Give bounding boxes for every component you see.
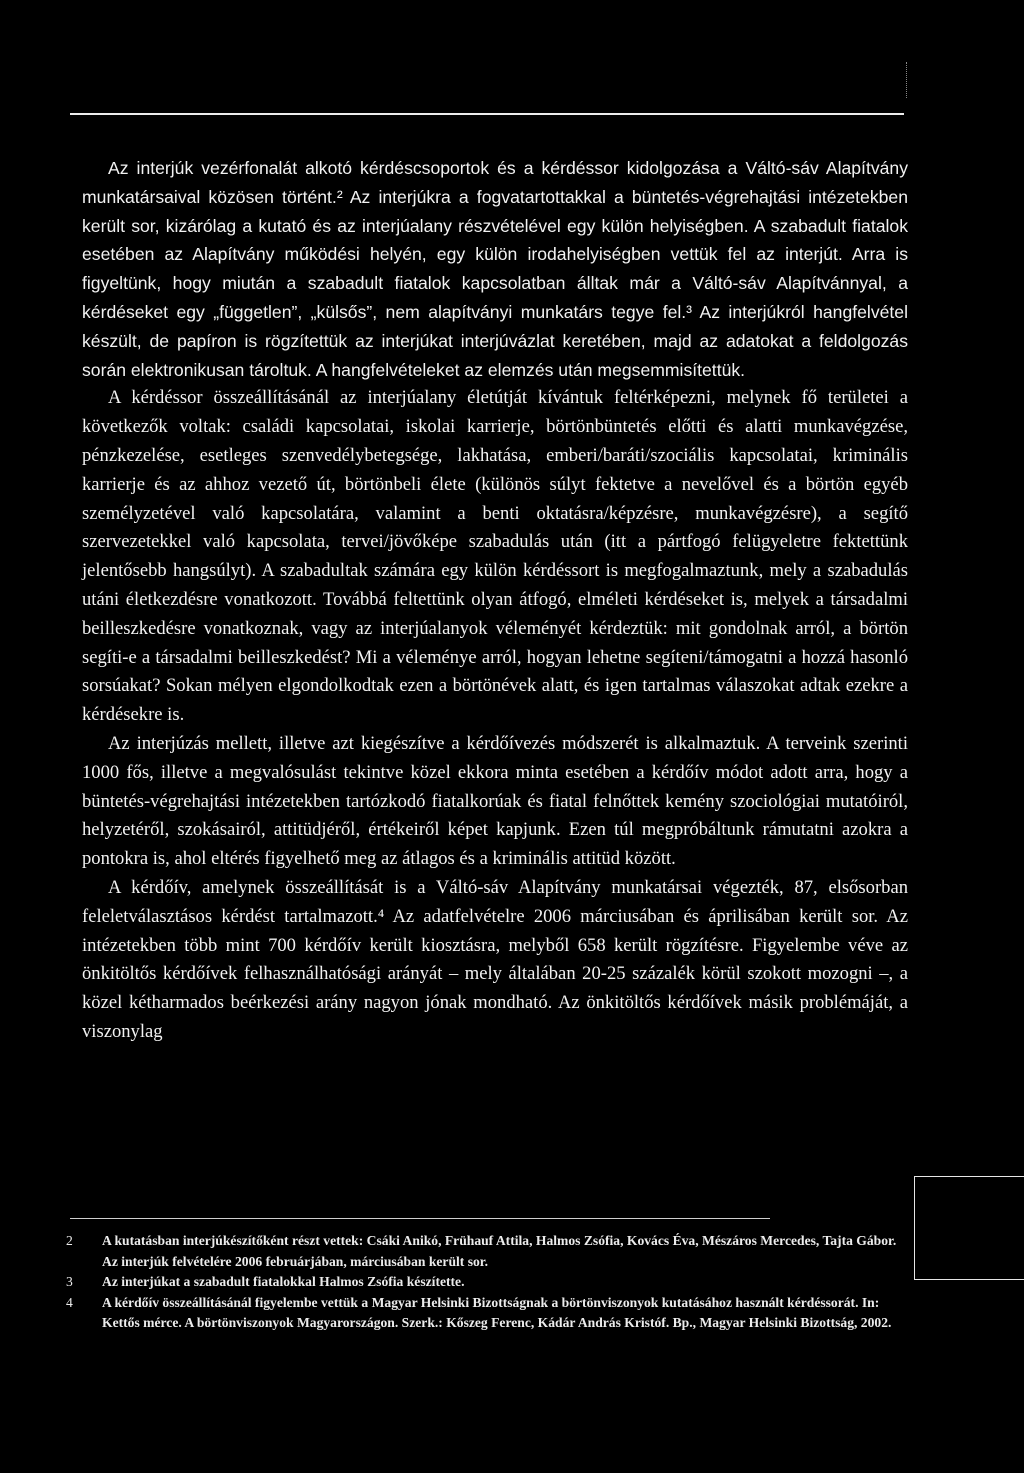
footnote-3: [66, 1272, 906, 1293]
footnote-number: 3: [66, 1274, 73, 1289]
footnote-number: 4: [66, 1294, 73, 1310]
header-rule: [70, 113, 904, 115]
paragraph-interview-method: Az interjúk vezérfonalát alkotó kérdéscsoportok és a kérdéssor kidolgozása a Váltó-sáv Alapítvány munkatársaival közösen történt.² Az interjúkra a fogvatartottakkal a büntetés-végrehajtási intézetekben került sor, kizárólag a kutató és az interjúalany részvételével egy külön helyiségben. A szabadult fiatalok esetében az Alapítvány működési helyén, egy külön irodahelyiségben vettük fel az interjút. Arra is figyeltünk, hogy miután a szabadult fiatalok kapcsolatban álltak már a Váltó-sáv Alapítvánnyal, a kérdéseket egy „független”, „külsős”, nem alapítványi munkatárs tegye fel.³ Az interjúkról hangfelvétel készült, de papíron is rögzítettük az interjúkat interjúvázlat keretében, majd az adatokat a feldolgozás során elektronikusan tároltuk. A hangfelvételeket az elemzés után megsemmisítettük.: [82, 158, 908, 380]
footnote-rule: [70, 1218, 770, 1219]
paragraph-questionnaire-method: Az interjúzás mellett, illetve azt kiegészítve a kérdőívezés módszerét is alkalmaztuk. A terveink szerinti 1000 fős, illetve a megvalósulást tekintve közel ekkora minta esetében a kérdőív módot adott arra, hogy a büntetés-végrehajtási intézetekben tartózkodó fiatalkorúak és fiatal felnőttek kemény szociológiai mutatóiról, helyzetéről, szokásairól, attitüdjéről, értékeiről képet kapjunk. Ezen túl megpróbáltunk rámutatni azokra a pontokra is, ahol eltérés figyelhető meg az átlagos és a kriminális attitüd között.: [82, 732, 908, 870]
margin-box: [914, 1176, 1024, 1280]
paragraph-question-set: A kérdéssor összeállításánál az interjúalany életútját kívántuk feltérképezni, melynek fő területei a következők voltak: családi kapcsolatai, iskolai karrierje, börtönbüntetés előtti és alatti munkavégzése, pénzkezelése, esetleges szenvedélybetegsége, lakhatása, emberi/baráti/szociális kapcsolatai, kriminális karrierje és az ahhoz vezető út, börtönbeli élete (különös súlyt fektetve a nevelővel és a börtön egyéb személyzetével való kapcsolatára, valamint a benti oktatásra/képzésre, munkavégzésre), a segítő szervezetekkel való kapcsolata, tervei/jövőképe szabadulás után (itt a pártfogó felügyeletre fektettünk jelentősebb hangsúlyt). A szabadultak számára egy külön kérdéssort is megfogalmaztunk, mely a szabadulás utáni életkezdésre vonatkozott. Továbbá feltettünk olyan átfogó, elméleti kérdéseket is, melyek a társadalmi beilleszkedésre vonatkoznak, vagy az interjúalanyok véleményét kérdeztük: mit gondolnak arról, a börtön segíti-e a társadalmi beilleszkedést? Mi a véleménye arról, hogyan lehetne segíteni/támogatni a hozzá hasonló sorsúakat? Sokan mélyen elgondolkodtak ezen a börtönévek alatt, és igen tartalmas válaszokat adtak ezekre a kérdésekre is.: [82, 387, 908, 726]
footnote-4: [66, 1293, 906, 1334]
footnotes: [66, 1231, 906, 1334]
footnote-text: A kutatásban interjúkészítőként részt vettek: Csáki Anikó, Frühauf Attila, Halmos Zsófia, Kovács Éva, Mészáros Mercedes, Tajta Gábor. Az interjúk felvételére 2006 februárjában, márciusában került sor.: [102, 1233, 897, 1269]
paragraph-questionnaire-details: A kérdőív, amelynek összeállítását is a Váltó-sáv Alapítvány munkatársai végezték, 87, elsősorban feleletválasztásos kérdést tartalmazott.⁴ Az adatfelvételre 2006 márciusában és áprilisában került sor. Az intézetekben több mint 700 kérdőív került kiosztásra, melyből 658 került rögzítésre. Figyelembe véve az önkitöltős kérdőívek felhasználhatósági arányát – mely általában 20-25 százalék körül szokott mozogni –, a közel kétharmados beérkezési arány nagyon jónak mondható. Az önkitöltős kérdőívek másik problémáját, a viszonylag: [82, 876, 908, 1042]
footnote-2: [66, 1231, 906, 1272]
footnote-number: 2: [66, 1233, 73, 1248]
corner-scan-mark: [906, 62, 908, 98]
footnote-text: A kérdőív összeállításánál figyelembe vettük a Magyar Helsinki Bizottságnak a börtönviszonyok kutatásához használt kérdéssorát. In: Kettős mérce. A börtönviszonyok Magyarországon. Szerk.: Kőszeg Ferenc, Kádár András Kristóf. Bp., Magyar Helsinki Bizottság, 2002.: [102, 1294, 892, 1330]
body-text: [82, 154, 908, 1047]
footnote-text: Az interjúkat a szabadult fiatalokkal Halmos Zsófia készítette.: [102, 1274, 465, 1289]
